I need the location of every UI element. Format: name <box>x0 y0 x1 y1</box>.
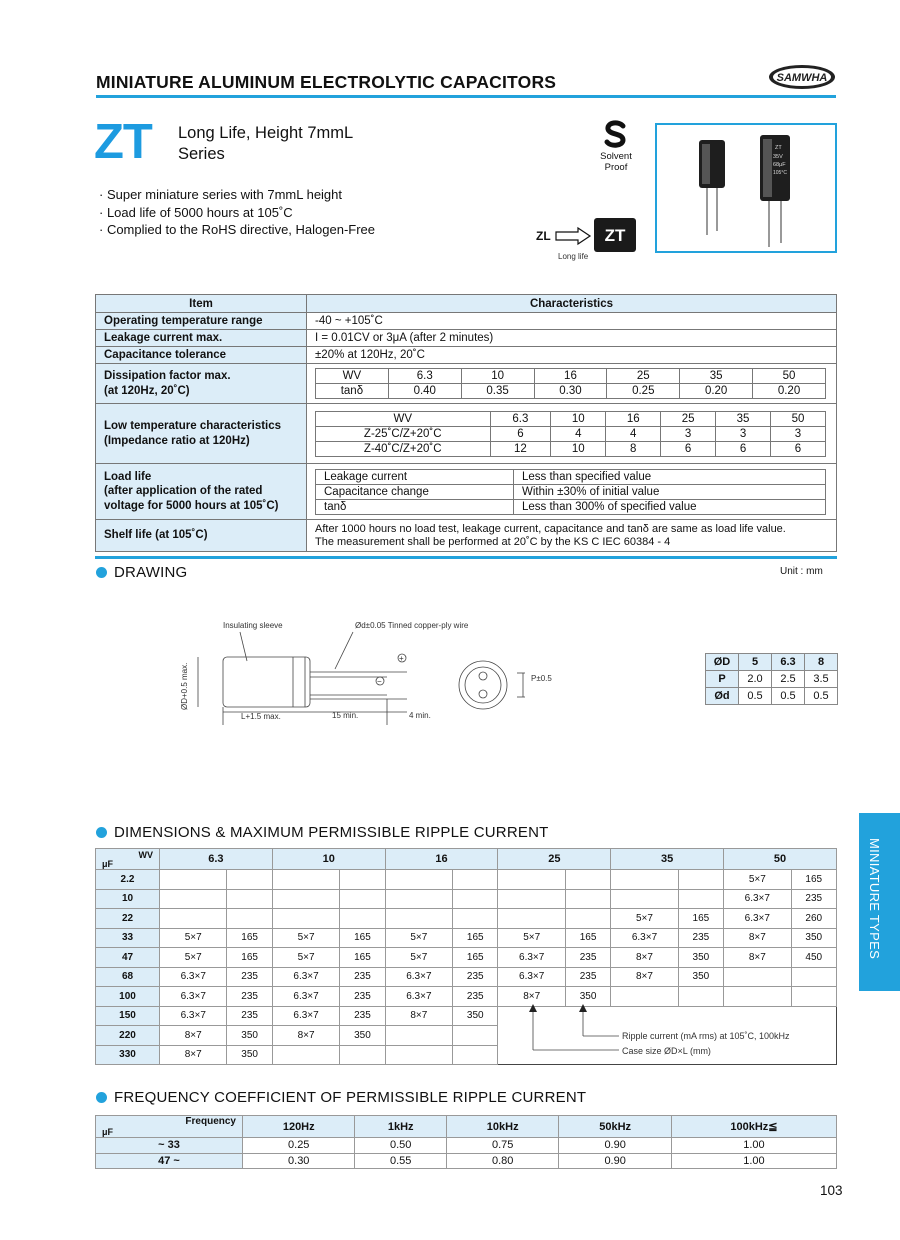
zl-label: ZL <box>536 229 551 243</box>
case-size-cell <box>724 967 791 987</box>
ripple-cell <box>453 909 498 929</box>
ripple-cell: 350 <box>453 1006 498 1026</box>
case-size-cell <box>385 909 452 929</box>
ripple-cell: 165 <box>678 909 723 929</box>
spec-label-dissipation: Dissipation factor max. (at 120Hz, 20˚C) <box>96 364 307 404</box>
ripple-cell <box>678 889 723 909</box>
case-size-cell <box>160 909 227 929</box>
case-size-cell <box>498 889 565 909</box>
ripple-cell <box>227 889 272 909</box>
freq-row-label: 47 ~ <box>96 1153 243 1169</box>
section-heading-dimensions: DIMENSIONS & MAXIMUM PERMISSIBLE RIPPLE CURRENT <box>96 824 548 841</box>
capacitance-cell: 10 <box>96 889 160 909</box>
case-size-cell: 6.3×7 <box>272 987 339 1007</box>
case-size-cell: 8×7 <box>385 1006 452 1026</box>
capacitance-cell: 100 <box>96 987 160 1007</box>
freq-header: 10kHz <box>446 1116 558 1138</box>
series-desc-line2: Series <box>178 145 225 163</box>
samwha-logo <box>768 64 836 90</box>
ripple-cell: 235 <box>340 967 385 987</box>
case-size-cell <box>611 889 678 909</box>
solvent-proof-badge <box>588 120 644 173</box>
case-size-cell: 8×7 <box>724 928 791 948</box>
min4-label: 4 min. <box>409 711 431 720</box>
wv-header: 10 <box>272 849 385 870</box>
table-row <box>96 870 837 890</box>
svg-text:105°C: 105°C <box>773 170 787 176</box>
header-rule <box>96 95 836 98</box>
ripple-cell <box>340 1045 385 1065</box>
ripple-cell: 350 <box>791 928 836 948</box>
arrow-up-icon <box>579 1004 587 1012</box>
spec-label-low-temp: Low temperature characteristics (Impedance ratio at 120Hz) <box>96 404 307 464</box>
page-title: MINIATURE ALUMINUM ELECTROLYTIC CAPACITORS <box>96 72 557 92</box>
freq-row-label: ~ 33 <box>96 1138 243 1154</box>
table-row <box>96 928 837 948</box>
ripple-cell <box>227 870 272 890</box>
freq-header: 1kHz <box>355 1116 447 1138</box>
svg-text:68μF: 68μF <box>773 162 786 168</box>
section-heading-drawing: DRAWING <box>96 564 187 581</box>
ripple-cell: 165 <box>565 928 610 948</box>
case-size-cell: 5×7 <box>498 928 565 948</box>
legend-case: Case size ØD×L (mm) <box>622 1046 711 1056</box>
svg-text:35V: 35V <box>773 154 783 160</box>
ripple-cell: 235 <box>227 1006 272 1026</box>
svg-text:ZT: ZT <box>775 145 782 151</box>
table-legend <box>499 1000 837 1064</box>
feature-item: · Load life of 5000 hours at 105˚C <box>99 204 293 220</box>
ripple-cell <box>227 909 272 929</box>
wv-header: 35 <box>611 849 724 870</box>
long-life-caption: Long life <box>558 252 589 261</box>
spec-label-load-life: Load life (after application of the rated voltage for 5000 hours at 105˚C) <box>96 464 307 520</box>
case-size-cell: 5×7 <box>272 948 339 968</box>
case-size-cell: 5×7 <box>272 928 339 948</box>
case-size-cell <box>160 870 227 890</box>
ripple-cell: 165 <box>453 928 498 948</box>
pitch-label: P±0.5 <box>531 674 552 683</box>
length-label: L+1.5 max. <box>241 712 281 721</box>
table-row <box>96 909 837 929</box>
ripple-cell: 350 <box>227 1026 272 1046</box>
case-size-cell <box>611 870 678 890</box>
case-size-cell: 6.3×7 <box>724 889 791 909</box>
feature-list <box>99 186 375 239</box>
case-size-cell: 8×7 <box>160 1045 227 1065</box>
series-description <box>178 123 353 165</box>
capacitance-cell: 330 <box>96 1045 160 1065</box>
bullet-icon <box>96 1092 107 1103</box>
legend-ripple: Ripple current (mA rms) at 105˚C, 100kHz <box>622 1031 790 1041</box>
case-size-cell: 6.3×7 <box>160 1006 227 1026</box>
capacitance-cell: 220 <box>96 1026 160 1046</box>
feature-item: · Complied to the RoHS directive, Halogen-Free <box>99 222 376 237</box>
case-size-cell: 5×7 <box>160 928 227 948</box>
case-size-cell <box>272 909 339 929</box>
capacitance-cell: 33 <box>96 928 160 948</box>
ripple-cell: 350 <box>678 967 723 987</box>
corner-cell: Frequency μF <box>96 1116 243 1138</box>
capacitance-cell: 68 <box>96 967 160 987</box>
sleeve-label: Insulating sleeve <box>223 621 283 630</box>
spec-value: -40 ~ +105˚C <box>307 313 837 330</box>
solvent-proof-label: Solvent Proof <box>600 151 632 173</box>
corner-cell: WV μF <box>96 849 160 870</box>
table-row <box>96 948 837 968</box>
spec-value: ±20% at 120Hz, 20˚C <box>307 347 837 364</box>
case-size-cell: 5×7 <box>385 928 452 948</box>
ripple-cell <box>453 870 498 890</box>
diameter-label: ØD+0.5 max. <box>180 662 189 710</box>
case-size-cell: 8×7 <box>611 967 678 987</box>
dissipation-table: WV 6.3 10 16 25 35 50 tanδ 0.40 0.35 0.30 0.25 0.20 0.20 <box>315 368 826 399</box>
case-size-cell: 6.3×7 <box>611 928 678 948</box>
ripple-cell <box>340 909 385 929</box>
pitch-diameter-table: ØD 5 6.3 8 P 2.0 2.5 3.5 Ød 0.5 0.5 0.5 <box>705 653 838 705</box>
bullet-icon <box>96 827 107 838</box>
spec-label: Capacitance tolerance <box>96 347 307 364</box>
ripple-cell: 450 <box>791 948 836 968</box>
table-row <box>96 889 837 909</box>
case-size-cell <box>272 889 339 909</box>
case-size-cell <box>385 870 452 890</box>
case-size-cell <box>498 909 565 929</box>
spec-value: I = 0.01CV or 3μA (after 2 minutes) <box>307 330 837 347</box>
ripple-cell: 165 <box>453 948 498 968</box>
ripple-cell <box>340 870 385 890</box>
case-size-cell: 6.3×7 <box>160 967 227 987</box>
ripple-cell <box>565 909 610 929</box>
case-size-cell: 6.3×7 <box>272 967 339 987</box>
case-size-cell: 6.3×7 <box>385 967 452 987</box>
freq-header: 120Hz <box>243 1116 355 1138</box>
capacitor-drawing <box>165 615 575 735</box>
shelf-life-value: After 1000 hours no load test, leakage current, capacitance and tanδ are same as load life value. The measurement shall be performed at 20˚C by the KS C IEC 60384 - 4 <box>307 520 837 552</box>
freq-header: 50kHz <box>559 1116 671 1138</box>
wv-header: 6.3 <box>160 849 273 870</box>
ripple-cell: 235 <box>340 987 385 1007</box>
low-temp-table: WV 6.3 10 16 25 35 50 Z-25˚C/Z+20˚C 6 4 4 3 3 3 Z-40˚C/Z+20˚C 12 10 8 6 6 6 <box>315 411 826 457</box>
ripple-cell <box>340 889 385 909</box>
svg-text:−: − <box>377 677 382 686</box>
ripple-cell <box>453 889 498 909</box>
svg-text:+: + <box>399 654 404 663</box>
case-size-cell <box>160 889 227 909</box>
ripple-cell: 235 <box>453 967 498 987</box>
case-size-cell: 6.3×7 <box>724 909 791 929</box>
load-life-table: Leakage current Less than specified value Capacitance change Within ±30% of initial value tanδ Less than 300% of specified value <box>315 469 826 515</box>
product-photo <box>655 123 837 253</box>
case-size-cell: 6.3×7 <box>498 948 565 968</box>
case-size-cell: 6.3×7 <box>498 967 565 987</box>
side-tab-miniature-types[interactable]: MINIATURE TYPES <box>859 813 900 991</box>
spec-label-shelf-life: Shelf life (at 105˚C) <box>96 520 307 552</box>
spec-label: Leakage current max. <box>96 330 307 347</box>
spec-table <box>95 294 837 552</box>
ripple-cell: 235 <box>791 889 836 909</box>
arrow-right-icon <box>556 228 590 244</box>
ripple-cell: 235 <box>340 1006 385 1026</box>
case-size-cell <box>385 1026 452 1046</box>
table-row <box>96 967 837 987</box>
solvent-proof-icon <box>601 120 631 148</box>
ripple-cell: 235 <box>565 967 610 987</box>
section-heading-frequency: FREQUENCY COEFFICIENT OF PERMISSIBLE RIPPLE CURRENT <box>96 1089 586 1106</box>
ripple-cell: 235 <box>227 967 272 987</box>
ripple-cell: 350 <box>340 1026 385 1046</box>
case-size-cell: 6.3×7 <box>385 987 452 1007</box>
case-size-cell: 8×7 <box>724 948 791 968</box>
wv-header: 16 <box>385 849 498 870</box>
ripple-cell <box>453 1045 498 1065</box>
ripple-cell: 260 <box>791 909 836 929</box>
feature-item: · Super miniature series with 7mmL height <box>99 187 343 202</box>
case-size-cell <box>272 870 339 890</box>
logo-text: SAMWHA <box>776 72 828 84</box>
ripple-cell: 350 <box>678 948 723 968</box>
spec-head-item: Item <box>96 295 307 313</box>
ripple-cell <box>791 967 836 987</box>
case-size-cell <box>385 1045 452 1065</box>
ripple-cell: 235 <box>565 948 610 968</box>
unit-label: Unit : mm <box>780 566 823 577</box>
section-rule <box>95 556 837 559</box>
case-size-cell: 5×7 <box>160 948 227 968</box>
page-number: 103 <box>820 1183 843 1198</box>
capacitance-cell: 47 <box>96 948 160 968</box>
wire-label: Ød±0.05 Tinned copper-ply wire <box>355 621 469 630</box>
case-size-cell: 8×7 <box>611 948 678 968</box>
bullet-icon <box>96 567 107 578</box>
series-code: ZT <box>94 115 152 169</box>
spec-head-characteristics: Characteristics <box>307 295 837 313</box>
lead-length-label: 15 min. <box>332 711 359 720</box>
case-size-cell <box>385 889 452 909</box>
ripple-cell: 235 <box>678 928 723 948</box>
series-upgrade-badge <box>536 218 646 262</box>
capacitance-cell: 22 <box>96 909 160 929</box>
case-size-cell: 6.3×7 <box>160 987 227 1007</box>
case-size-cell: 5×7 <box>724 870 791 890</box>
capacitance-cell: 2.2 <box>96 870 160 890</box>
ripple-cell <box>453 1026 498 1046</box>
ripple-cell: 165 <box>791 870 836 890</box>
series-desc-line1: Long Life, Height 7mmL <box>178 124 354 142</box>
capacitance-cell: 150 <box>96 1006 160 1026</box>
case-size-cell: 8×7 <box>160 1026 227 1046</box>
case-size-cell: 6.3×7 <box>272 1006 339 1026</box>
wv-header: 50 <box>724 849 837 870</box>
ripple-cell: 165 <box>227 948 272 968</box>
zt-label: ZT <box>604 226 626 245</box>
case-size-cell: 5×7 <box>385 948 452 968</box>
ripple-cell: 235 <box>453 987 498 1007</box>
ripple-cell: 235 <box>227 987 272 1007</box>
ripple-cell <box>565 870 610 890</box>
frequency-coefficient-table: Frequency μF 120Hz 1kHz 10kHz 50kHz 100kHz≦ ~ 33 0.25 0.50 0.75 0.90 1.00 47 ~ 0.30 0.55 0.80 0.90 1.00 <box>95 1115 837 1169</box>
wv-header: 25 <box>498 849 611 870</box>
freq-header: 100kHz≦ <box>671 1116 836 1138</box>
case-size-cell: 5×7 <box>611 909 678 929</box>
ripple-cell: 350 <box>565 987 610 1007</box>
case-size-cell <box>272 1045 339 1065</box>
ripple-cell: 165 <box>340 948 385 968</box>
ripple-cell <box>565 889 610 909</box>
ripple-cell: 165 <box>227 928 272 948</box>
ripple-cell: 165 <box>340 928 385 948</box>
case-size-cell <box>498 870 565 890</box>
case-size-cell: 8×7 <box>272 1026 339 1046</box>
ripple-cell: 350 <box>227 1045 272 1065</box>
ripple-cell <box>678 870 723 890</box>
case-size-cell: 8×7 <box>498 987 565 1007</box>
spec-label: Operating temperature range <box>96 313 307 330</box>
arrow-up-icon <box>529 1004 537 1012</box>
